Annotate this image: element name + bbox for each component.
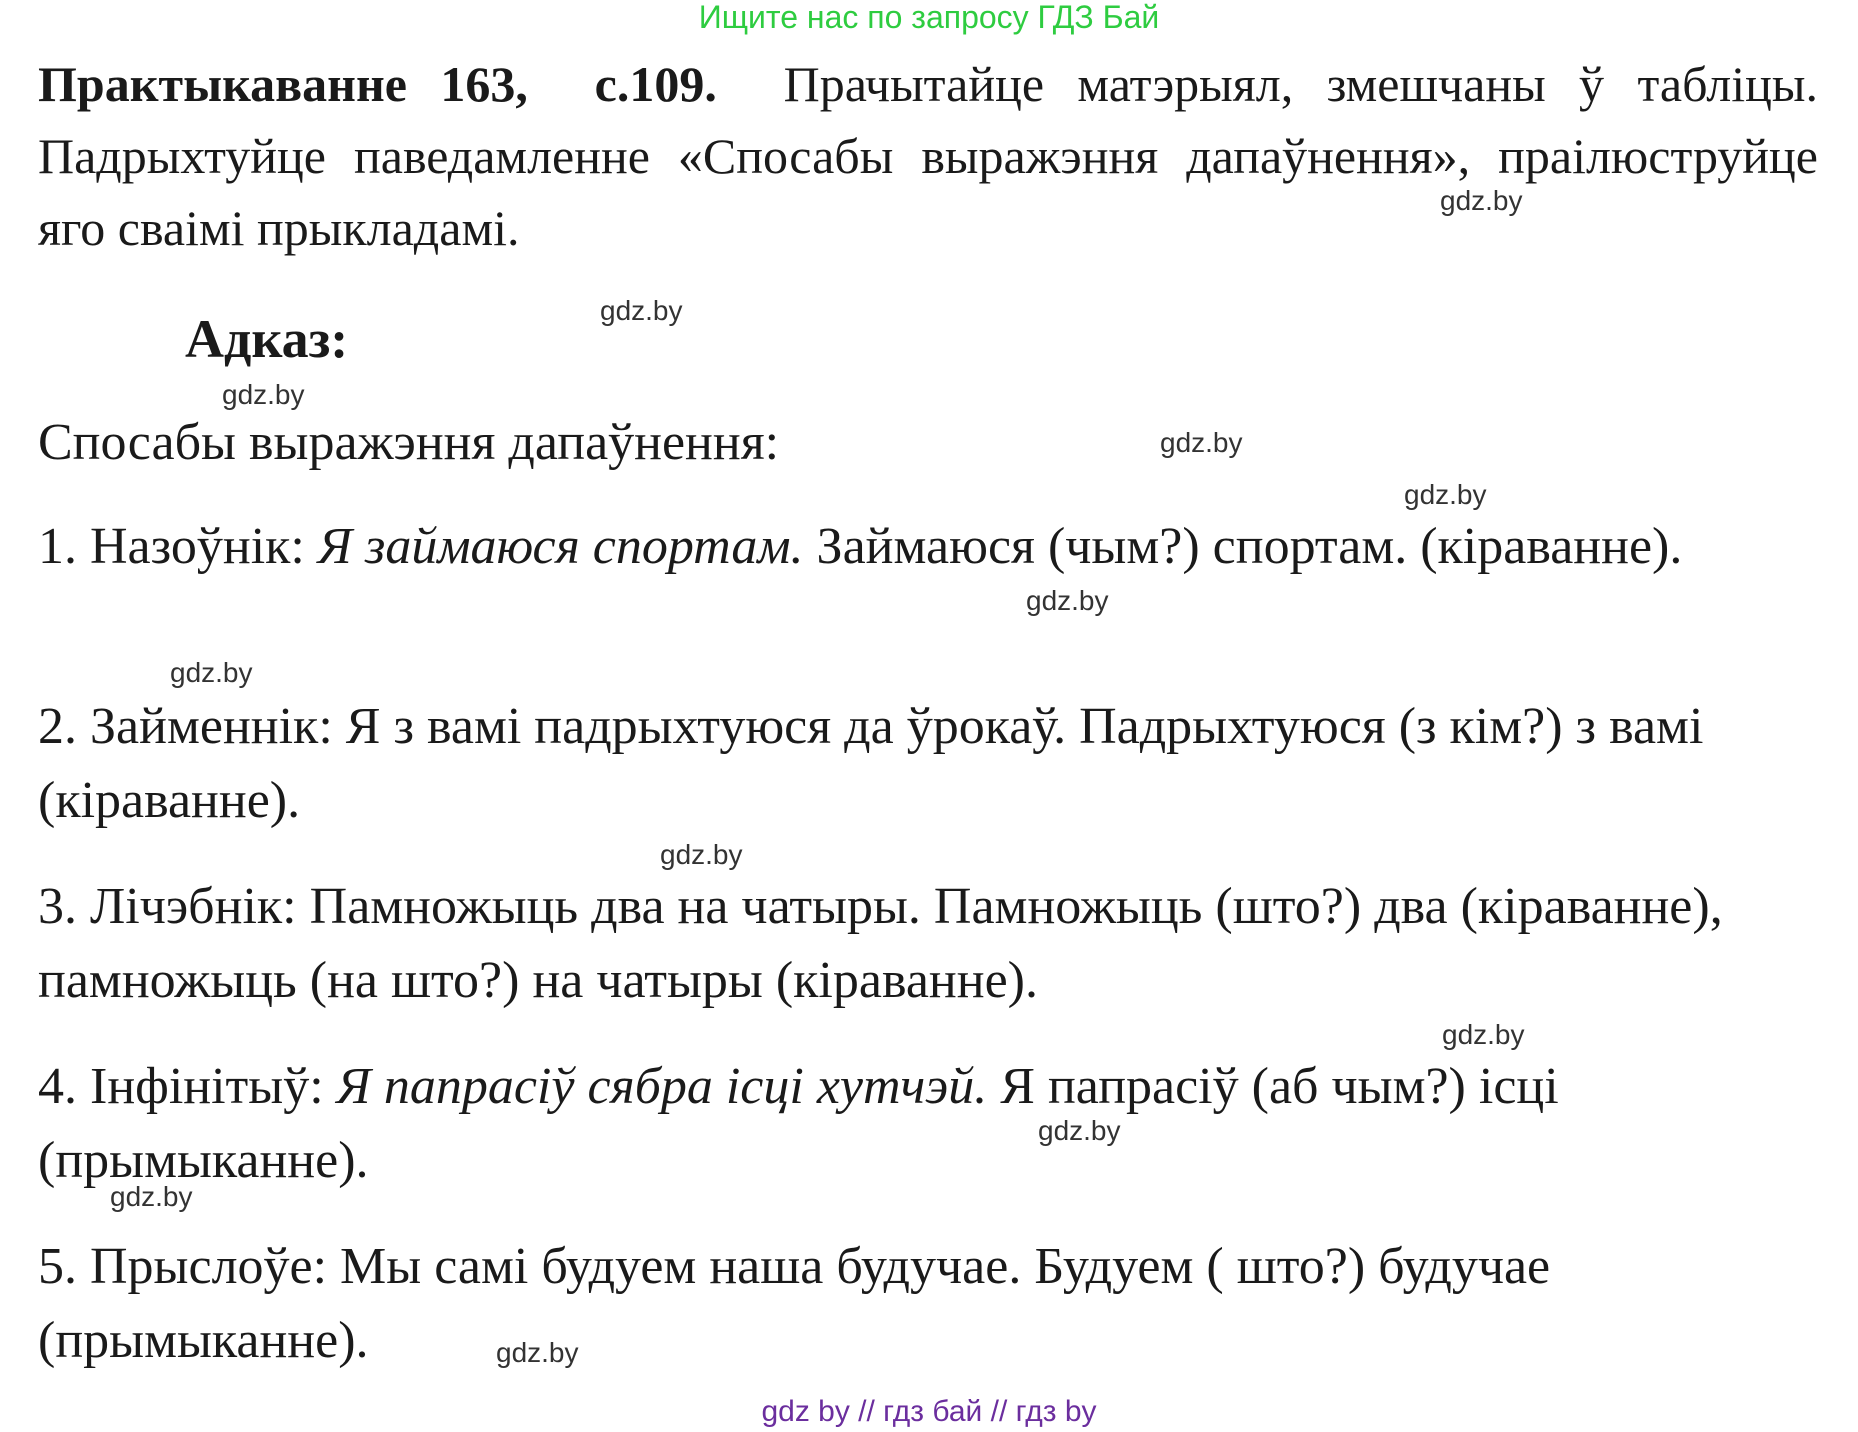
watermark: gdz.by [1160, 427, 1243, 458]
watermark: gdz.by [222, 379, 305, 410]
section-title: Спосабы выражэння дапаўнення: [38, 414, 780, 471]
list-item [38, 1050, 1828, 1198]
item-text: Мы самі будуем наша будучае. Будуем ( што?) будучае (прымыканне). [38, 1238, 1551, 1369]
item-label: 2. Займеннік: [38, 698, 346, 755]
list-item [38, 690, 1828, 838]
watermark: gdz.by [110, 1181, 193, 1212]
watermark: gdz.by [170, 657, 253, 688]
item-label: 5. Прыслоўе: [38, 1238, 341, 1295]
list-item [38, 1230, 1828, 1378]
watermark: gdz.by [660, 839, 743, 870]
list-item [38, 510, 1828, 584]
task-page: с.109. [594, 56, 717, 112]
task-text: Прачытайце матэрыял, змешчаны ў табліцы. Падрыхтуйце паведамленне «Спосабы выражэння дапаўнення», праілюструйце яго сваімі прыкладамі. [38, 56, 1818, 256]
item-label: 1. Назоўнік: [38, 518, 318, 575]
item-example: Я папрасіў сябра ісці хутчэй. [336, 1058, 988, 1115]
task-statement [38, 48, 1818, 264]
item-text: Я з вамі падрыхтуюся да ўрокаў. Падрыхтуюся (з кім?) з вамі (кіраванне). [38, 698, 1704, 829]
watermark: gdz.by [1026, 585, 1109, 616]
item-label: 3. Лічэбнік: [38, 878, 310, 935]
answer-heading: Адказ: [185, 309, 349, 369]
watermark: gdz.by [1442, 1019, 1525, 1050]
search-banner: Ищите нас по запросу ГДЗ Бай [698, 0, 1160, 35]
item-text: Я папрасіў (аб чым?) ісці (прымыканне). [38, 1058, 1559, 1189]
footer-links: gdz by // гдз бай // гдз by [761, 1395, 1097, 1428]
item-example: Я займаюся спортам. [317, 518, 804, 575]
watermark: gdz.by [600, 295, 683, 326]
item-text: Займаюся (чым?) спортам. (кіраванне). [803, 518, 1683, 575]
watermark: gdz.by [496, 1337, 579, 1368]
watermark: gdz.by [1404, 479, 1487, 510]
list-item [38, 870, 1828, 1018]
task-number: Практыкаванне 163, [38, 56, 528, 112]
item-text: Памножыць два на чатыры. Памножыць (што?) два (кіраванне), памножыць (на што?) на чатыры (кіраванне). [38, 878, 1723, 1009]
watermark: gdz.by [1440, 185, 1523, 216]
watermark: gdz.by [1038, 1115, 1121, 1146]
item-label: 4. Інфінітыў: [38, 1058, 337, 1115]
